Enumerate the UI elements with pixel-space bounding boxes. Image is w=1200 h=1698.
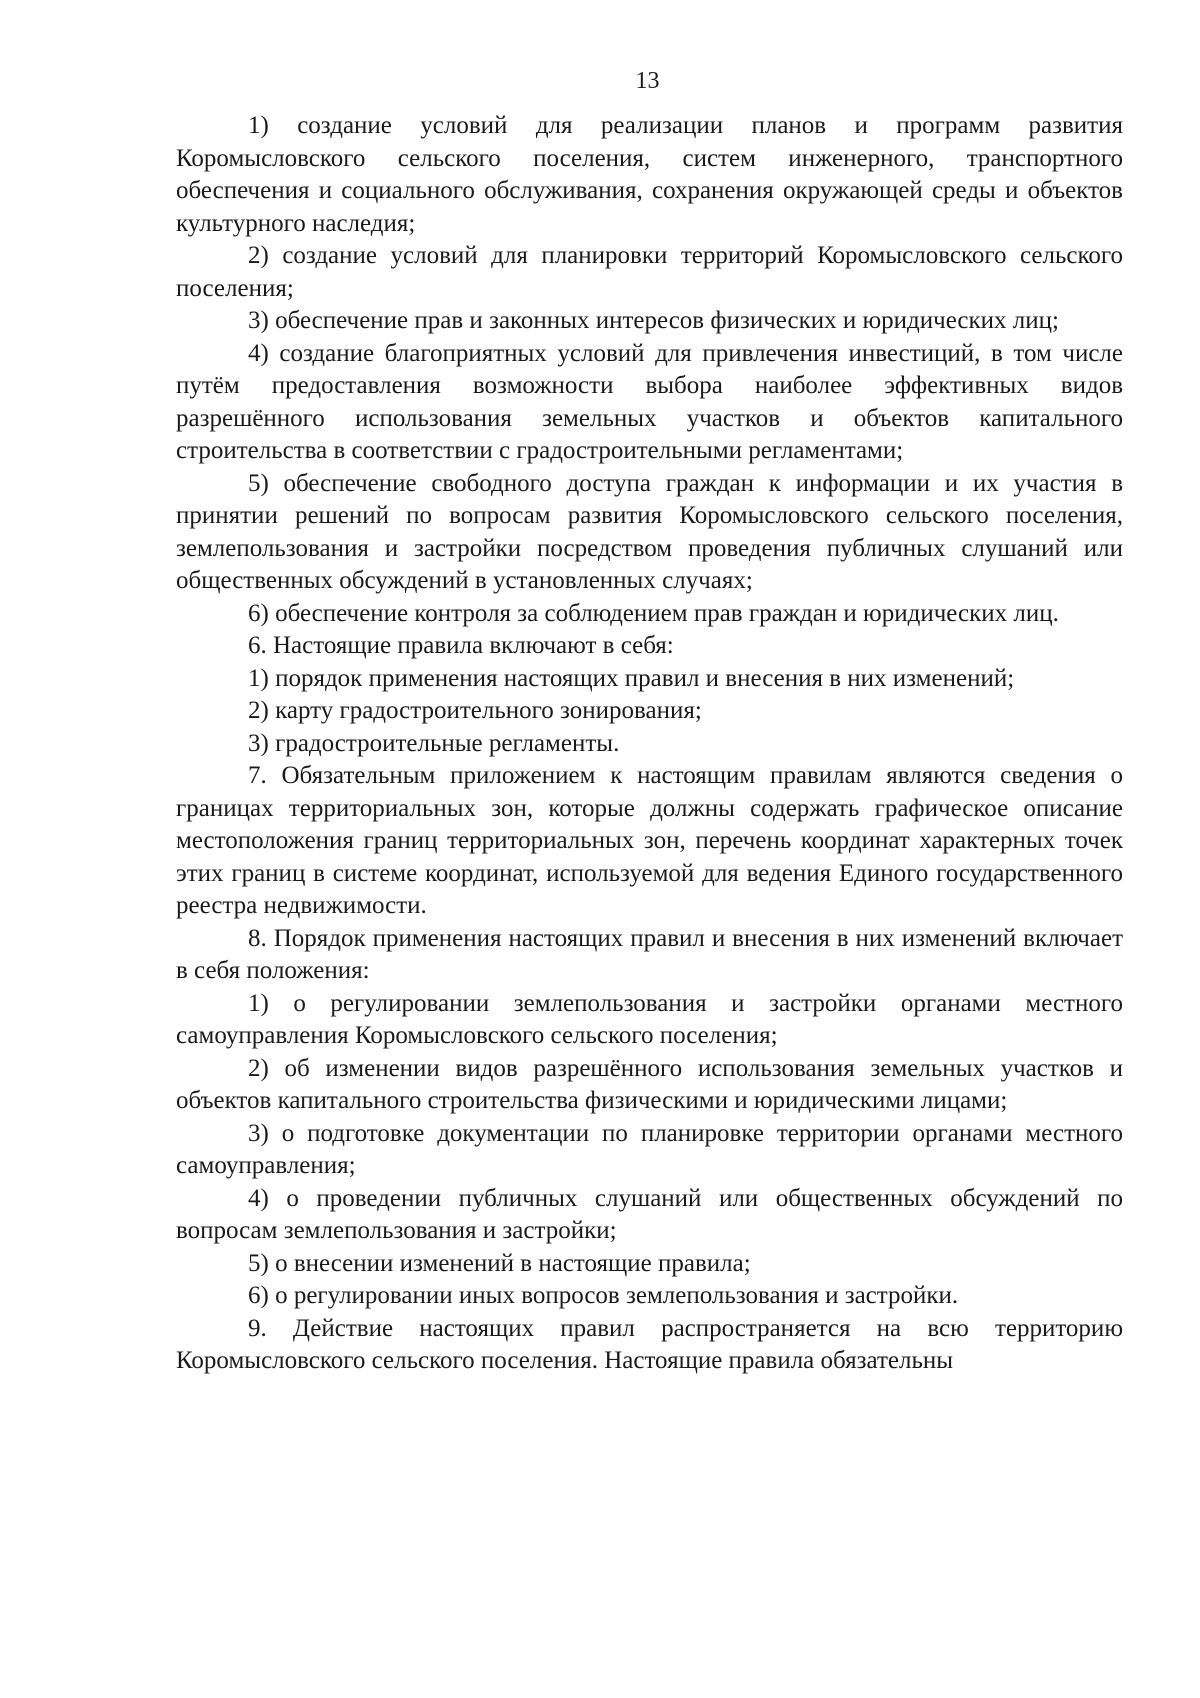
paragraph-section-6-item-2: 2) карту градостроительного зонирования;: [248, 697, 702, 724]
page-number: 13: [635, 68, 660, 94]
paragraph-section-8-item-5: 5) о внесении изменений в настоящие правила;: [248, 1249, 751, 1277]
paragraph-section-8: 8. Порядок применения настоящих правил и внесения в них изменений включает в себя положения:: [176, 924, 1123, 984]
document-body: [176, 110, 1123, 1378]
paragraph-section-8-item-1: 1) о регулировании землепользования и застройки органами местного самоуправления Коромысловского сельского поселения;: [176, 989, 1123, 1049]
paragraph-goal-2: 2) создание условий для планировки территорий Коромысловского сельского поселения;: [176, 242, 1123, 302]
paragraph-section-8-item-3: 3) о подготовке документации по планировке территории органами местного самоуправления;: [176, 1119, 1123, 1179]
paragraph-section-8-item-6: 6) о регулировании иных вопросов землепользования и застройки.: [248, 1282, 959, 1309]
paragraph-section-8-item-4: 4) о проведении публичных слушаний или общественных обсуждений по вопросам землепользования и застройки;: [176, 1184, 1123, 1244]
paragraph-goal-3: 3) обеспечение прав и законных интересов физических и юридических лиц;: [248, 307, 1059, 334]
paragraph-section-6-item-1: 1) порядок применения настоящих правил и внесения в них изменений;: [248, 664, 1015, 692]
paragraph-goal-6: 6) обеспечение контроля за соблюдением прав граждан и юридических лиц.: [248, 599, 1059, 627]
paragraph-goal-1: 1) создание условий для реализации планов и программ развития Коромысловского сельского поселения, систем инженерного, транспортного обеспечения и социального обслуживания, сохранения окружающей среды и объектов культурного наследия;: [176, 112, 1123, 237]
paragraph-section-9: 9. Действие настоящих правил распространяется на всю территорию Коромысловского сельского поселения. Настоящие правила обязательны: [176, 1314, 1123, 1374]
paragraph-section-6: 6. Настоящие правила включают в себя:: [248, 632, 674, 659]
paragraph-section-6-item-3: 3) градостроительные регламенты.: [248, 729, 620, 757]
paragraph-section-7: 7. Обязательным приложением к настоящим правилам являются сведения о границах территориальных зон, которые должны содержать графическое описание местоположения границ территориальных зон, перечень координат характерных точек этих границ в системе координат, используемой для ведения Единого государственного реестра недвижимости.: [176, 762, 1123, 919]
paragraph-section-8-item-2: 2) об изменении видов разрешённого использования земельных участков и объектов капитального строительства физическими и юридическими лицами;: [176, 1054, 1123, 1114]
paragraph-goal-4: 4) создание благоприятных условий для привлечения инвестиций, в том числе путём предоставления возможности выбора наиболее эффективных видов разрешённого использования земельных участков и объектов капитального строительства в соответствии с градостроительными регламентами;: [176, 339, 1123, 464]
paragraph-goal-5: 5) обеспечение свободного доступа граждан к информации и их участия в принятии решений по вопросам развития Коромысловского сельского поселения, землепользования и застройки посредством проведения публичных слушаний или общественных обсуждений в установленных случаях;: [176, 469, 1123, 594]
